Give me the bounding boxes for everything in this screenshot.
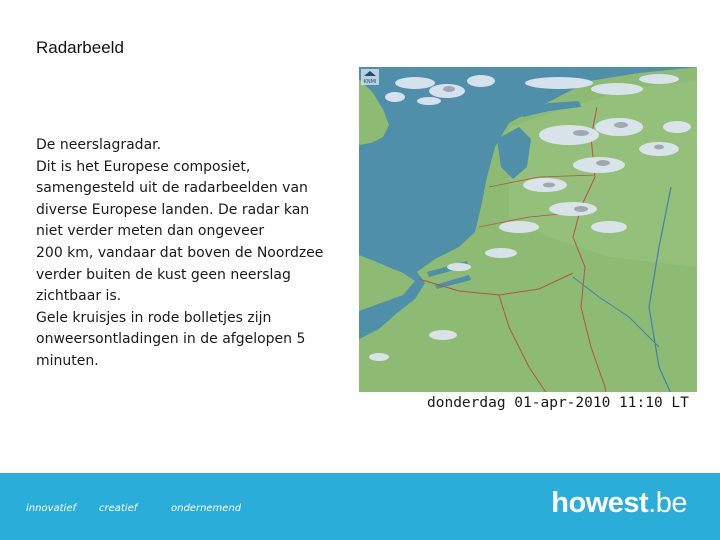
slogan-innovatief: innovatief — [26, 503, 76, 514]
body-line: niet verder meten dan ongeveer — [36, 223, 265, 240]
body-line: minuten. — [36, 352, 99, 369]
body-line: Gele kruisjes in rode bolletjes zijn — [36, 309, 272, 326]
radar-map — [359, 67, 697, 414]
brand-name: howest — [551, 487, 649, 519]
body-line: De neerslagradar. — [36, 137, 162, 153]
slogan-ondernemend: ondernemend — [171, 503, 242, 514]
body-line: diverse Europese landen. De radar kan — [36, 201, 310, 218]
radar-image — [359, 67, 697, 414]
slide-body — [36, 135, 346, 373]
body-line: verder buiten de kust geen neerslag — [36, 266, 291, 283]
body-line: samengesteld uit de radarbeelden van — [36, 180, 308, 197]
slogan-creatief: creatief — [99, 503, 138, 514]
body-line: onweersontladingen in de afgelopen 5 — [36, 331, 306, 348]
knmi-logo — [361, 69, 379, 85]
body-line: Dit is het Europese composiet, — [36, 158, 251, 175]
knmi-logo-text: KNMI — [363, 79, 377, 85]
howest-logo — [551, 487, 687, 520]
slide-title: Radarbeeld — [36, 38, 124, 57]
body-line: 200 km, vandaar dat boven de Noordzee — [36, 244, 324, 261]
brand-domain: .be — [648, 487, 687, 519]
body-line: zichtbaar is. — [36, 288, 122, 305]
footer-bar — [0, 473, 720, 540]
radar-caption: donderdag 01-apr-2010 11:10 LT — [359, 392, 697, 414]
